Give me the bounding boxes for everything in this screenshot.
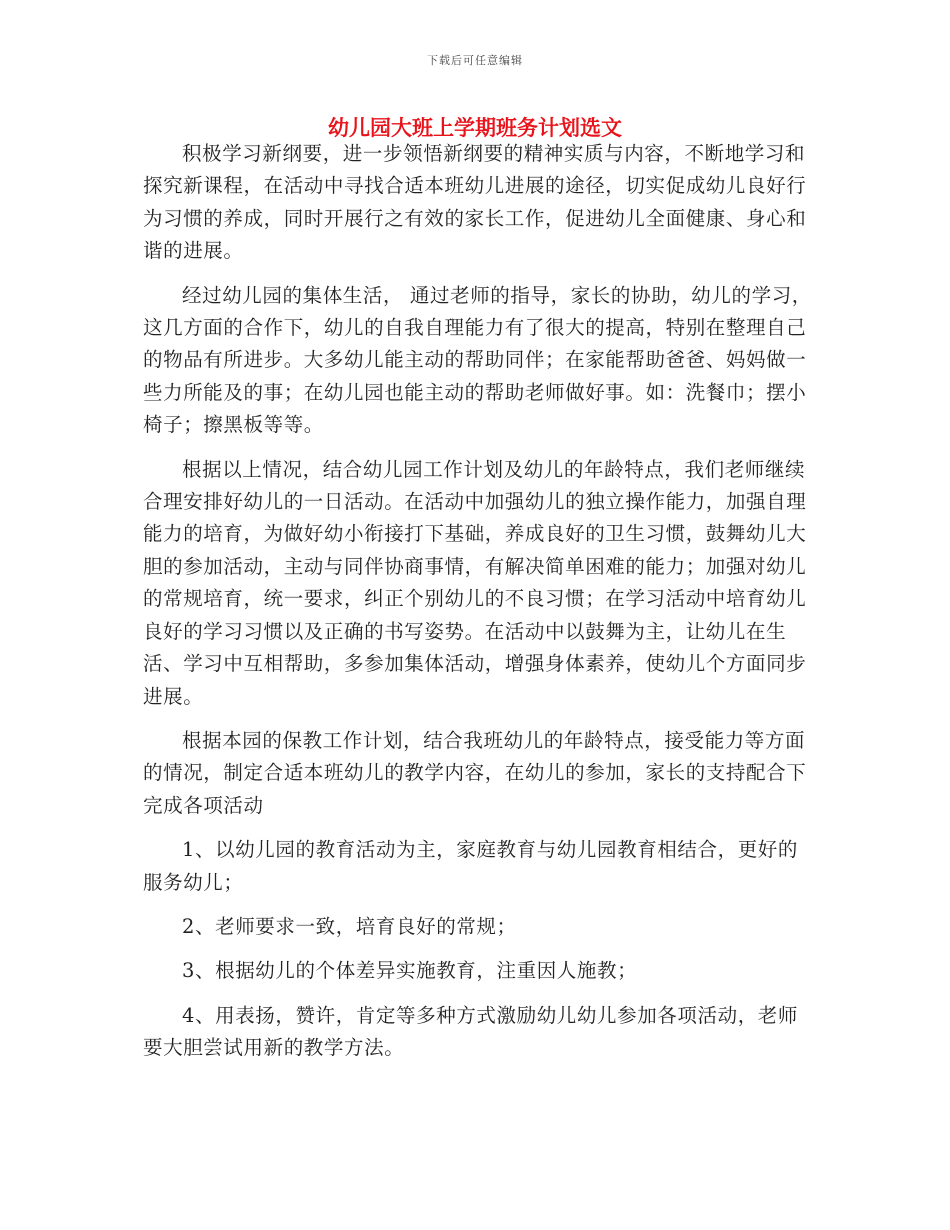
list-item-2: 2、老师要求一致，培育良好的常规； — [182, 914, 517, 938]
paragraph-4: 根据本园的保教工作计划，结合我班幼儿的年龄特点，接受能力等方面的情况，制定合适本班幼儿的教学内容，在幼儿的参加，家长的支持配合下完成各项活动 — [143, 728, 807, 817]
header-note: 下载后可任意编辑 — [427, 54, 523, 67]
list-item-1: 1、以幼儿园的教育活动为主，家庭教育与幼儿园教育相结合，更好的服务幼儿； — [143, 838, 799, 894]
paragraph-3: 根据以上情况，结合幼儿园工作计划及幼儿的年龄特点，我们老师继续合理安排好幼儿的一日活动。在活动中加强幼儿的独立操作能力，加强自理能力的培育，为做好幼小衔接打下基础，养成良好的卫生习惯，鼓舞幼儿大胆的参加活动，主动与同伴协商事情，有解决简单困难的能力；加强对幼儿的常规培育，统一要求，纠正个别幼儿的不良习惯；在学习活动中培育幼儿良好的学习习惯以及正确的书写姿势。在活动中以鼓舞为主，让幼儿在生活、学习中互相帮助，多参加集体活动，增强身体素养，使幼儿个方面同步进展。 — [143, 457, 807, 708]
list-item-3: 3、根据幼儿的个体差异实施教育，注重因人施教； — [182, 959, 638, 983]
document-title: 幼儿园大班上学期班务计划选文 — [328, 115, 622, 140]
document-body — [143, 138, 815, 1065]
paragraph-2: 经过幼儿园的集体生活， 通过老师的指导，家长的协助，幼儿的学习，这几方面的合作下，幼儿的自我自理能力有了很大的提高，特别在整理自己的物品有所进步。大多幼儿能主动的帮助同伴；在家能帮助爸爸、妈妈做一些力所能及的事；在幼儿园也能主动的帮助老师做好事。如：洗餐巾；摆小椅子；擦黑板等等。 — [143, 283, 812, 437]
list-item-4: 4、用表扬，赞许，肯定等多种方式激励幼儿幼儿参加各项活动，老师要大胆尝试用新的教学方法。 — [143, 1003, 799, 1060]
paragraph-1: 积极学习新纲要，进一步领悟新纲要的精神实质与内容，不断地学习和探究新课程，在活动中寻找合适本班幼儿进展的途径，切实促成幼儿良好行为习惯的养成，同时开展行之有效的家长工作，促进幼儿全面健康、身心和谐的进展。 — [143, 142, 807, 263]
